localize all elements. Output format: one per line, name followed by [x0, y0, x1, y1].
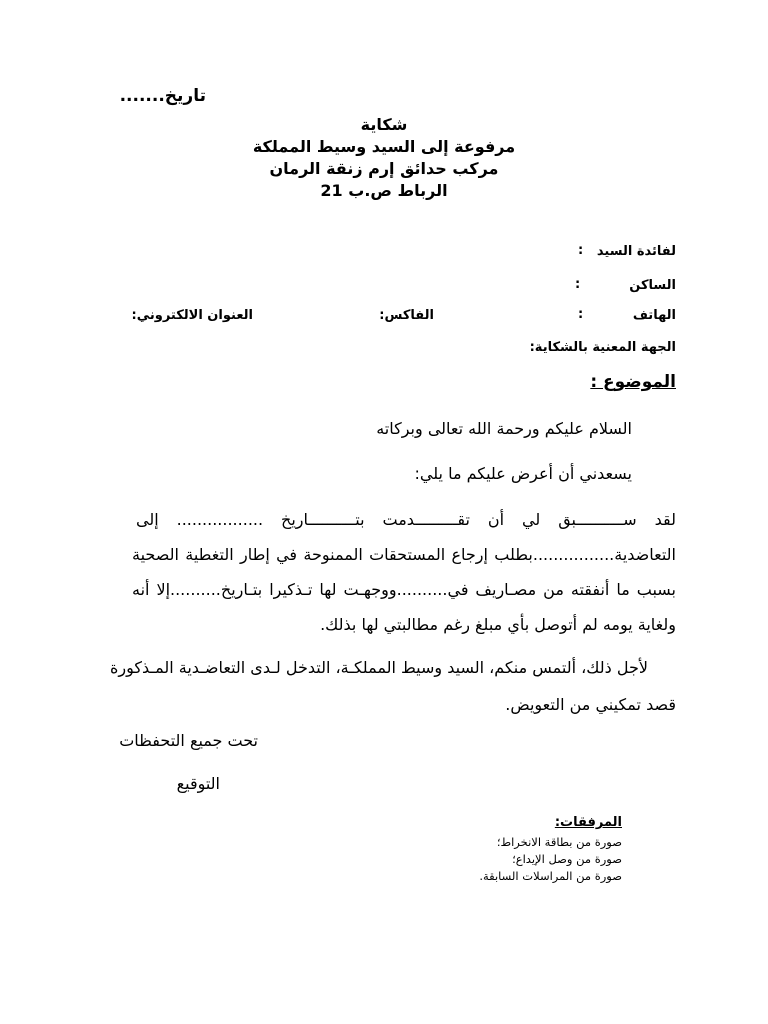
date-label: تاريخ.......	[119, 86, 206, 106]
intro-text: يسعدني أن أعرض عليكم ما يلي:	[414, 464, 632, 483]
reservations-text: تحت جميع التحفظات	[119, 731, 258, 750]
body-line-3: بسبب ما أنفقته من مصـاريف في..........ووجهـت لها تـذكيرا بتـاريخ..........إلا أنه	[132, 580, 676, 599]
recipient-line: مرفوعة إلى السيد وسيط المملكة	[252, 137, 516, 156]
beneficiary-label: لفائدة السيد	[596, 244, 676, 259]
city-po-box-line: الرباط ص.ب 21	[320, 181, 448, 200]
signature-label: التوقيع	[176, 774, 220, 793]
body-line-2: التعاضدية................بطلب إرجاع المستحقات الممنوحة في إطار التغطية الصحية	[132, 545, 676, 564]
request-line-2: قصد تمكيني من التعويض.	[505, 695, 676, 714]
subject-label: الموضوع :	[590, 372, 676, 392]
residence-colon: :	[575, 277, 581, 292]
beneficiary-colon: :	[578, 243, 584, 258]
complaint-header	[0, 114, 768, 202]
residence-label: الساكن	[629, 278, 676, 293]
request-line-1: لأجل ذلك، ألتمس منكم، السيد وسيط المملكـة، التدخل لـدى التعاضـدية المـذكورة	[110, 658, 648, 677]
fax-label: الفاكس:	[379, 308, 434, 323]
email-label: العنوان الالكتروني:	[131, 308, 253, 323]
body-line-1: لقد ســــــــــبق لي أن تقـــــــــدمت بتــــــــــاريخ ................. إلى	[136, 510, 676, 529]
phone-label: الهاتف	[632, 308, 676, 323]
greeting-text: السلام عليكم ورحمة الله تعالى وبركاته	[376, 419, 632, 438]
address-line: مركب حدائق إرم زنقة الرمان	[269, 159, 499, 178]
attachments-title: المرفقات:	[554, 815, 622, 830]
phone-colon: :	[578, 307, 584, 322]
attachment-item: صورة من بطاقة الانخراط؛	[496, 835, 622, 849]
concerned-party-label: الجهة المعنية بالشكاية:	[529, 340, 676, 355]
body-line-4: ولغاية يومه لم أتوصل بأي مبلغ رغم مطالبتي لها بذلك.	[320, 615, 676, 634]
attachment-item: صورة من المراسلات السابقة.	[479, 869, 622, 883]
attachment-item: صورة من وصل الإيداع؛	[512, 852, 622, 866]
complaint-title: شكاية	[360, 115, 408, 134]
